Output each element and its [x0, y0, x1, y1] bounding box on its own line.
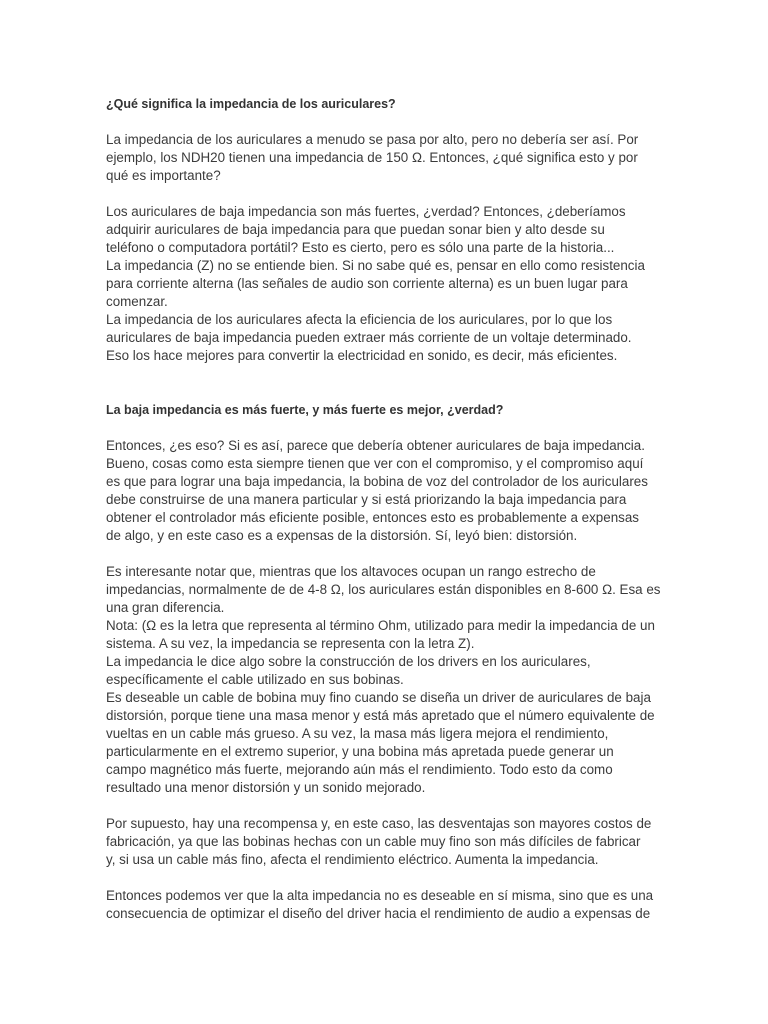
- text-line: auriculares de baja impedancia pueden extraer más corriente de un voltaje determinado.: [106, 330, 632, 345]
- text-line: consecuencia de optimizar el diseño del driver hacia el rendimiento de audio a expensas de: [106, 906, 651, 921]
- paragraph-spacer: [106, 185, 666, 203]
- text-line: es que para lograr una baja impedancia, la bobina de voz del controlador de los auriculares: [106, 474, 648, 489]
- text-line: Los auriculares de baja impedancia son más fuertes, ¿verdad? Entonces, ¿deberíamos: [106, 204, 626, 219]
- text-line: fabricación, ya que las bobinas hechas con un cable muy fino son más difíciles de fabricar: [106, 834, 641, 849]
- paragraph: [106, 563, 666, 797]
- text-line: particularmente en el extremo superior, y una bobina más apretada puede generar un: [106, 744, 614, 759]
- document-body: [106, 95, 666, 923]
- paragraph: [106, 203, 666, 365]
- section-spacer: [106, 365, 666, 401]
- text-line: una gran diferencia.: [106, 600, 225, 615]
- text-line: Entonces, ¿es eso? Si es así, parece que debería obtener auriculares de baja impedancia.: [106, 438, 645, 453]
- text-line: La impedancia le dice algo sobre la construcción de los drivers en los auriculares,: [106, 654, 591, 669]
- section-heading: ¿Qué significa la impedancia de los auriculares?: [106, 97, 396, 111]
- paragraph-spacer: [106, 545, 666, 563]
- text-line: debe construirse de una manera particular y si está priorizando la baja impedancia para: [106, 492, 627, 507]
- paragraph: [106, 131, 666, 185]
- text-line: distorsión, porque tiene una masa menor y está más apretado que el número equivalente de: [106, 708, 655, 723]
- text-line: Eso los hace mejores para convertir la electricidad en sonido, es decir, más eficientes.: [106, 348, 618, 363]
- text-line: ejemplo, los NDH20 tienen una impedancia de 150 Ω. Entonces, ¿qué significa esto y por: [106, 150, 638, 165]
- text-line: Nota: (Ω es la letra que representa al término Ohm, utilizado para medir la impedancia de un: [106, 618, 655, 633]
- text-line: Es deseable un cable de bobina muy fino cuando se diseña un driver de auriculares de baja: [106, 690, 651, 705]
- text-line: teléfono o computadora portátil? Esto es cierto, pero es sólo una parte de la historia...: [106, 240, 615, 255]
- text-line: Es interesante notar que, mientras que los altavoces ocupan un rango estrecho de: [106, 564, 596, 579]
- paragraph: [106, 815, 666, 869]
- text-line: comenzar.: [106, 294, 168, 309]
- heading-spacer: [106, 113, 666, 131]
- text-line: resultado una menor distorsión y un sonido mejorado.: [106, 780, 426, 795]
- text-line: Entonces podemos ver que la alta impedancia no es deseable en sí misma, sino que es una: [106, 888, 654, 903]
- text-line: vueltas en un cable más grueso. A su vez, la masa más ligera mejora el rendimiento,: [106, 726, 609, 741]
- paragraph-spacer: [106, 797, 666, 815]
- text-line: específicamente el cable utilizado en sus bobinas.: [106, 672, 404, 687]
- text-line: para corriente alterna (las señales de audio son corriente alterna) es un buen lugar para: [106, 276, 628, 291]
- section-heading: La baja impedancia es más fuerte, y más fuerte es mejor, ¿verdad?: [106, 403, 504, 417]
- text-line: La impedancia de los auriculares afecta la eficiencia de los auriculares, por lo que los: [106, 312, 613, 327]
- text-line: sistema. A su vez, la impedancia se representa con la letra Z).: [106, 636, 475, 651]
- text-line: y, si usa un cable más fino, afecta el rendimiento eléctrico. Aumenta la impedancia.: [106, 852, 599, 867]
- text-line: qué es importante?: [106, 168, 221, 183]
- heading-spacer: [106, 419, 666, 437]
- text-line: de algo, y en este caso es a expensas de la distorsión. Sí, leyó bien: distorsión.: [106, 528, 578, 543]
- text-line: obtener el controlador más eficiente posible, entonces esto es probablemente a expensas: [106, 510, 639, 525]
- text-line: adquirir auriculares de baja impedancia para que puedan sonar bien y alto desde su: [106, 222, 605, 237]
- text-line: La impedancia de los auriculares a menudo se pasa por alto, pero no debería ser así. Por: [106, 132, 639, 147]
- paragraph: [106, 437, 666, 545]
- text-line: Bueno, cosas como esta siempre tienen que ver con el compromiso, y el compromiso aquí: [106, 456, 644, 471]
- text-line: campo magnético más fuerte, mejorando aún más el rendimiento. Todo esto da como: [106, 762, 613, 777]
- text-line: Por supuesto, hay una recompensa y, en este caso, las desventajas son mayores costos de: [106, 816, 652, 831]
- paragraph: [106, 887, 666, 923]
- text-line: La impedancia (Z) no se entiende bien. Si no sabe qué es, pensar en ello como resistencia: [106, 258, 645, 273]
- paragraph-spacer: [106, 869, 666, 887]
- text-line: impedancias, normalmente de de 4-8 Ω, los auriculares están disponibles en 8-600 Ω. Esa es: [106, 582, 661, 597]
